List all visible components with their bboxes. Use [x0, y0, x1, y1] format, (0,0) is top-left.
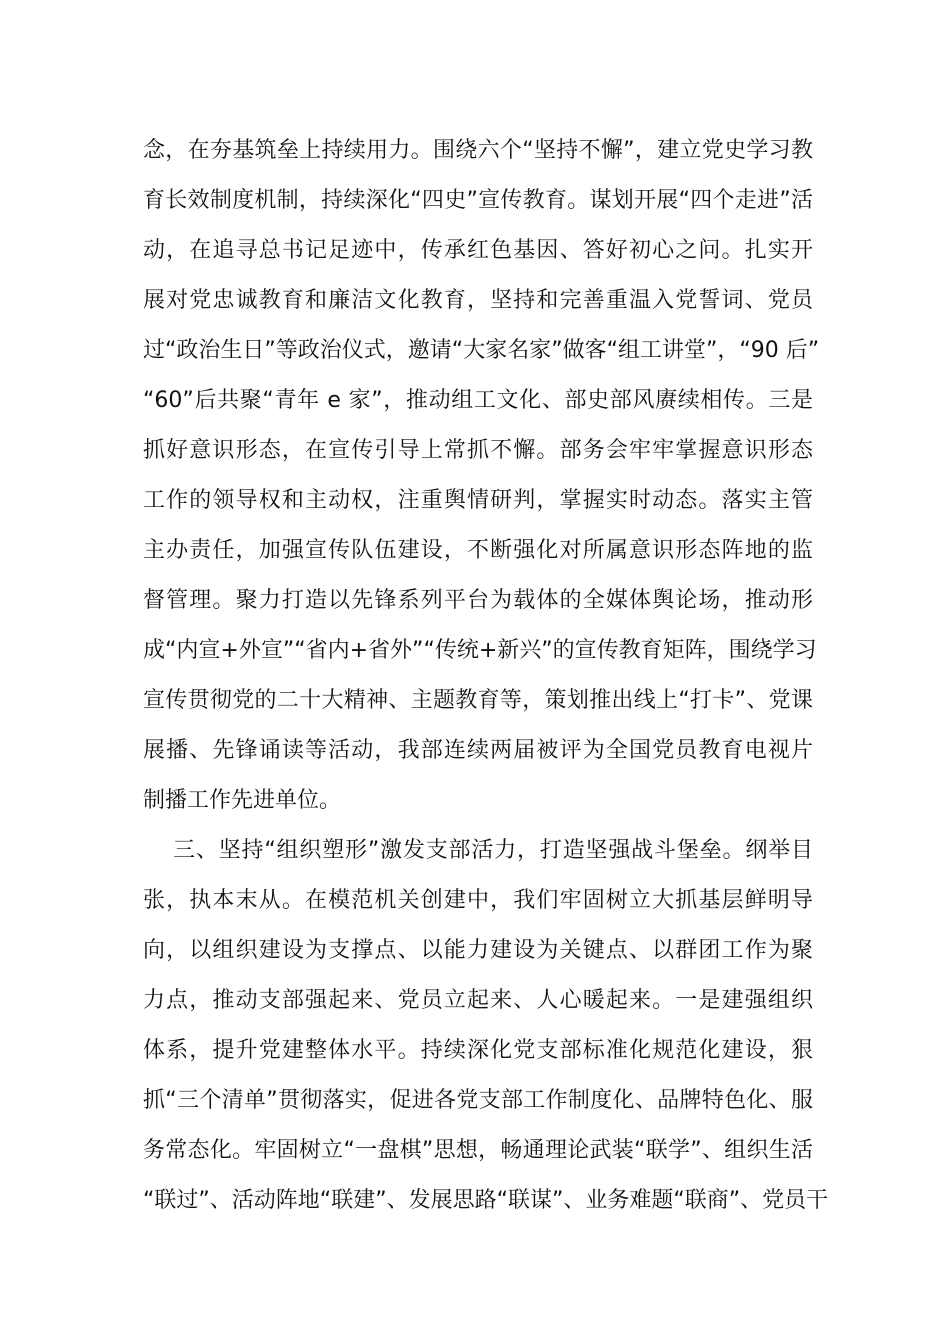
text-line: “联过”、活动阵地“联建”、发展思路“联谋”、业务难题“联商”、党员干	[143, 1188, 829, 1213]
document-body	[143, 126, 829, 1226]
text-line: 向，以组织建设为支撑点、以能力建设为关键点、以群团工作为聚	[143, 938, 813, 963]
text-line: 体系，提升党建整体水平。持续深化党支部标准化规范化建设，狠	[143, 1038, 813, 1063]
text-line: 育长效制度机制，持续深化“四史”宣传教育。谋划开展“四个走进”活	[143, 188, 813, 213]
text-line: 务常态化。牢固树立“一盘棋”思想，畅通理论武装“联学”、组织生活	[143, 1138, 813, 1163]
text-line: 制播工作先进单位。	[143, 788, 342, 813]
text-line: 动，在追寻总书记足迹中，传承红色基因、答好初心之问。扎实开	[143, 238, 813, 263]
text-line: 力点，推动支部强起来、党员立起来、人心暖起来。一是建强组织	[143, 988, 813, 1013]
text-line: 念，在夯基筑垒上持续用力。围绕六个“坚持不懈”，建立党史学习教	[143, 138, 813, 163]
text-line: 宣传贯彻党的二十大精神、主题教育等，策划推出线上“打卡”、党课	[143, 688, 813, 713]
text-line: 展播、先锋诵读等活动，我部连续两届被评为全国党员教育电视片	[143, 738, 813, 763]
text-line: 抓“三个清单”贯彻落实，促进各党支部工作制度化、品牌特色化、服	[143, 1088, 813, 1113]
text-line: “60”后共聚“青年 e 家”，推动组工文化、部史部风赓续相传。三是	[143, 388, 813, 413]
text-line: 督管理。聚力打造以先锋系列平台为载体的全媒体舆论场，推动形	[143, 588, 813, 613]
text-line: 张，执本末从。在模范机关创建中，我们牢固树立大抓基层鲜明导	[143, 888, 813, 913]
text-line: 主办责任，加强宣传队伍建设，不断强化对所属意识形态阵地的监	[143, 538, 813, 563]
text-line: 三、坚持“组织塑形”激发支部活力，打造坚强战斗堡垒。纲举目	[173, 838, 813, 863]
text-line: 工作的领导权和主动权，注重舆情研判，掌握实时动态。落实主管	[143, 488, 813, 513]
paragraph-1	[143, 126, 820, 826]
paragraph-2	[143, 826, 829, 1226]
text-line: 抓好意识形态，在宣传引导上常抓不懈。部务会牢牢掌握意识形态	[143, 438, 813, 463]
text-line: 展对党忠诚教育和廉洁文化教育，坚持和完善重温入党誓词、党员	[143, 288, 813, 313]
text-line: 过“政治生日”等政治仪式，邀请“大家名家”做客“组工讲堂”，“90 后”	[143, 338, 820, 363]
text-line: 成“内宣+外宣”“省内+省外”“传统+新兴”的宣传教育矩阵，围绕学习	[143, 638, 817, 663]
